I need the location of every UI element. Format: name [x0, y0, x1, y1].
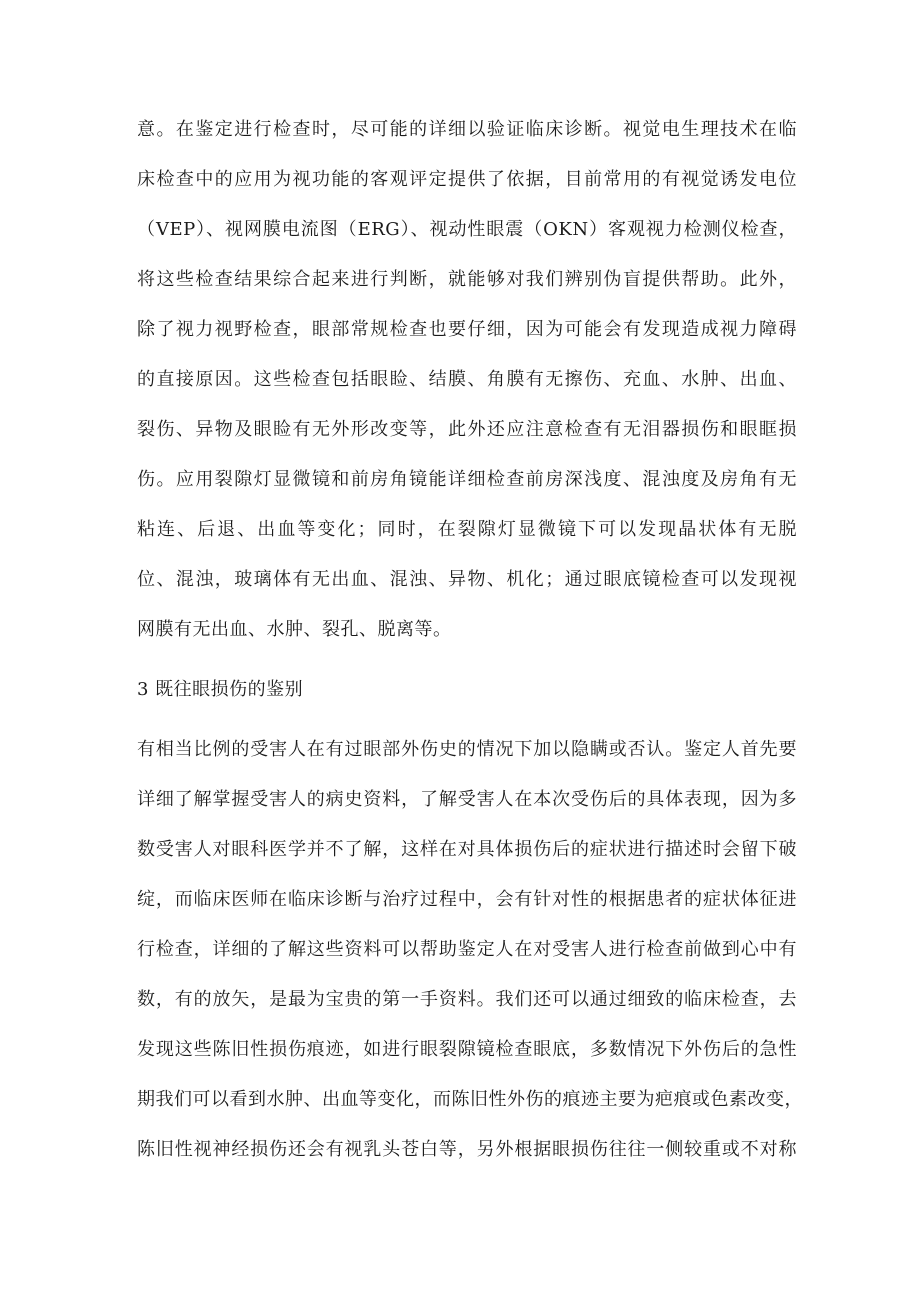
paragraph-1-line-3: （VEP）、视网膜电流图（ERG）、视动性眼震（OKN）客观视力检测仪检查， [137, 219, 797, 240]
paragraph-1-line-1: 意。在鉴定进行检查时，尽可能的详细以验证临床诊断。视觉电生理技术在临 [137, 119, 797, 140]
paragraph-1-line-10: 位、混浊，玻璃体有无出血、混浊、异物、机化；通过眼底镜检查可以发现视 [137, 569, 797, 590]
paragraph-2-line-8: 期我们可以看到水肿、出血等变化，而陈旧性外伤的痕迹主要为疤痕或色素改变， [137, 1089, 803, 1110]
paragraph-2-line-3: 数受害人对眼科医学并不了解，这样在对具体损伤后的症状进行描述时会留下破 [137, 839, 797, 860]
paragraph-2-line-9: 陈旧性视神经损伤还会有视乳头苍白等，另外根据眼损伤往往一侧较重或不对称 [137, 1139, 797, 1160]
paragraph-1-line-6: 的直接原因。这些检查包括眼睑、结膜、角膜有无擦伤、充血、水肿、出血、 [137, 369, 797, 390]
paragraph-1-line-9: 粘连、后退、出血等变化；同时，在裂隙灯显微镜下可以发现晶状体有无脱 [137, 519, 797, 540]
paragraph-2-line-1: 有相当比例的受害人在有过眼部外伤史的情况下加以隐瞒或否认。鉴定人首先要 [137, 739, 797, 760]
paragraph-2-line-7: 发现这些陈旧性损伤痕迹，如进行眼裂隙镜检查眼底，多数情况下外伤后的急性 [137, 1039, 797, 1060]
paragraph-2-line-2: 详细了解掌握受害人的病史资料，了解受害人在本次受伤后的具体表现，因为多 [137, 789, 797, 810]
section-heading: 3 既往眼损伤的鉴别 [137, 679, 304, 700]
paragraph-1-line-2: 床检查中的应用为视功能的客观评定提供了依据，目前常用的有视觉诱发电位 [137, 169, 797, 190]
paragraph-2-line-5: 行检查，详细的了解这些资料可以帮助鉴定人在对受害人进行检查前做到心中有 [137, 939, 797, 960]
paragraph-2-line-4: 绽，而临床医师在临床诊断与治疗过程中，会有针对性的根据患者的症状体征进 [137, 889, 797, 910]
paragraph-1-line-5: 除了视力视野检查，眼部常规检查也要仔细，因为可能会有发现造成视力障碍 [137, 319, 797, 340]
paragraph-1-line-7: 裂伤、异物及眼睑有无外形改变等，此外还应注意检查有无泪器损伤和眼眶损 [137, 419, 797, 440]
paragraph-1-line-4: 将这些检查结果综合起来进行判断，就能够对我们辨别伪盲提供帮助。此外， [137, 269, 797, 290]
paragraph-1-line-8: 伤。应用裂隙灯显微镜和前房角镜能详细检查前房深浅度、混浊度及房角有无 [137, 469, 797, 490]
paragraph-1-line-11: 网膜有无出血、水肿、裂孔、脱离等。 [137, 619, 452, 640]
paragraph-2-line-6: 数，有的放矢，是最为宝贵的第一手资料。我们还可以通过细致的临床检查，去 [137, 989, 797, 1010]
